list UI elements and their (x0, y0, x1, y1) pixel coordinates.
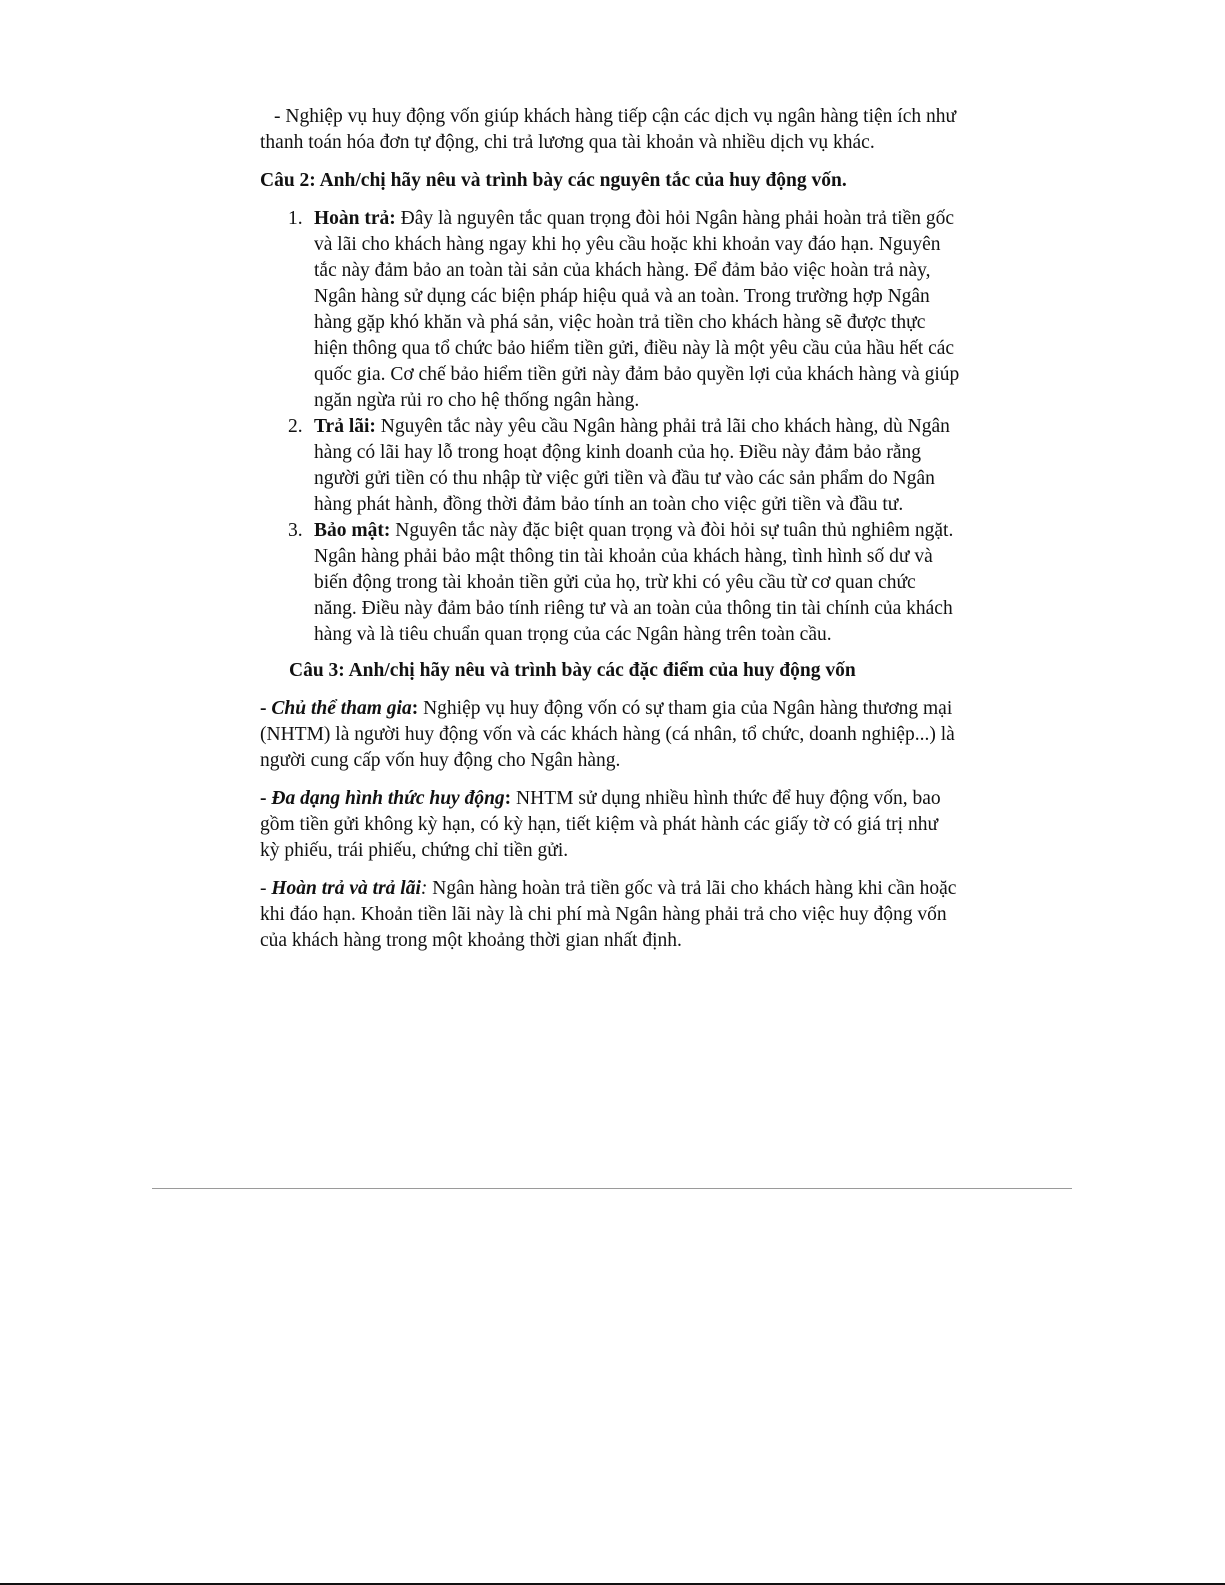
list-item-text: Đây là nguyên tắc quan trọng đòi hỏi Ngân hàng phải hoàn trả tiền gốc và lãi cho khách hàng ngay khi họ yêu cầu hoặc khi khoản vay đáo hạn. Nguyên tắc này đảm bảo an toàn tài sản của khách hàng. Để đảm bảo việc hoàn trả này, Ngân hàng sử dụng các biện pháp hiệu quả và an toàn. Trong trường hợp Ngân hàng gặp khó khăn và phá sản, việc hoàn trả tiền cho khách hàng sẽ được thực hiện thông qua tổ chức bảo hiểm tiền gửi, điều này là một yêu cầu của hầu hết các quốc gia. Cơ chế bảo hiểm tiền gửi này đảm bảo quyền lợi của khách hàng và giúp ngăn ngừa rủi ro cho hệ thống ngân hàng. (314, 208, 960, 411)
list-item-title: Trả lãi: (314, 416, 376, 437)
feature-dash: - (260, 788, 272, 809)
question-3-heading: Câu 3: Anh/chị hãy nêu và trình bày các đặc điểm của huy động vốn (289, 660, 856, 681)
list-item (260, 414, 960, 518)
list-item-title: Hoàn trả: (314, 208, 396, 229)
feature-term: Chủ thể tham gia (271, 698, 412, 719)
feature-term: Đa dạng hình thức huy động (271, 788, 505, 809)
page-divider (152, 1188, 1072, 1189)
feature-dash: - (260, 698, 272, 719)
list-item-text: Nguyên tắc này đặc biệt quan trọng và đòi hỏi sự tuân thủ nghiêm ngặt. Ngân hàng phải bảo mật thông tin tài khoản của khách hàng, tình hình số dư và biến động trong tài khoản tiền gửi của họ, trừ khi có yêu cầu từ cơ quan chức năng. Điều này đảm bảo tính riêng tư và an toàn của thông tin tài chính của khách hàng và là tiêu chuẩn quan trọng của các Ngân hàng trên toàn cầu. (314, 520, 954, 645)
list-item-number: 3. (288, 520, 303, 541)
feature-colon: : (411, 698, 419, 719)
feature-term: Hoàn trả và trả lãi (271, 878, 421, 899)
feature-paragraph (260, 876, 960, 954)
list-item-number: 2. (288, 416, 303, 437)
list-item-text: Nguyên tắc này yêu cầu Ngân hàng phải trả lãi cho khách hàng, dù Ngân hàng có lãi hay lỗ trong hoạt động kinh doanh của họ. Điều này đảm bảo rằng người gửi tiền có thu nhập từ việc gửi tiền và đầu tư vào các sản phẩm do Ngân hàng phát hành, đồng thời đảm bảo tính an toàn cho việc gửi tiền và đầu tư. (314, 416, 950, 515)
list-item (260, 206, 960, 414)
question-2-heading: Câu 2: Anh/chị hãy nêu và trình bày các nguyên tắc của huy động vốn. (260, 170, 847, 191)
feature-dash: - (260, 878, 272, 899)
list-item-number: 1. (288, 208, 303, 229)
feature-text: Nghiệp vụ huy động vốn có sự tham gia của Ngân hàng thương mại (NHTM) là người huy động vốn và các khách hàng (cá nhân, tổ chức, doanh nghiệp...) là người cung cấp vốn huy động cho Ngân hàng. (260, 698, 955, 771)
intro-paragraph: - Nghiệp vụ huy động vốn giúp khách hàng tiếp cận các dịch vụ ngân hàng tiện ích như thanh toán hóa đơn tự động, chi trả lương qua tài khoản và nhiều dịch vụ khác. (260, 106, 957, 153)
list-item-title: Bảo mật: (314, 520, 391, 541)
principles-list (260, 206, 960, 648)
feature-text: NHTM sử dụng nhiều hình thức để huy động vốn, bao gồm tiền gửi không kỳ hạn, có kỳ hạn, tiết kiệm và phát hành các giấy tờ có giá trị như kỳ phiếu, trái phiếu, chứng chỉ tiền gửi. (260, 788, 941, 861)
feature-text: Ngân hàng hoàn trả tiền gốc và trả lãi cho khách hàng khi cần hoặc khi đáo hạn. Khoản tiền lãi này là chi phí mà Ngân hàng phải trả cho việc huy động vốn của khách hàng trong một khoảng thời gian nhất định. (260, 878, 957, 951)
feature-colon: : (504, 788, 512, 809)
feature-colon: : (420, 878, 428, 899)
feature-paragraph (260, 786, 960, 864)
feature-paragraph (260, 696, 960, 774)
list-item (260, 518, 960, 648)
document-page (260, 104, 960, 966)
